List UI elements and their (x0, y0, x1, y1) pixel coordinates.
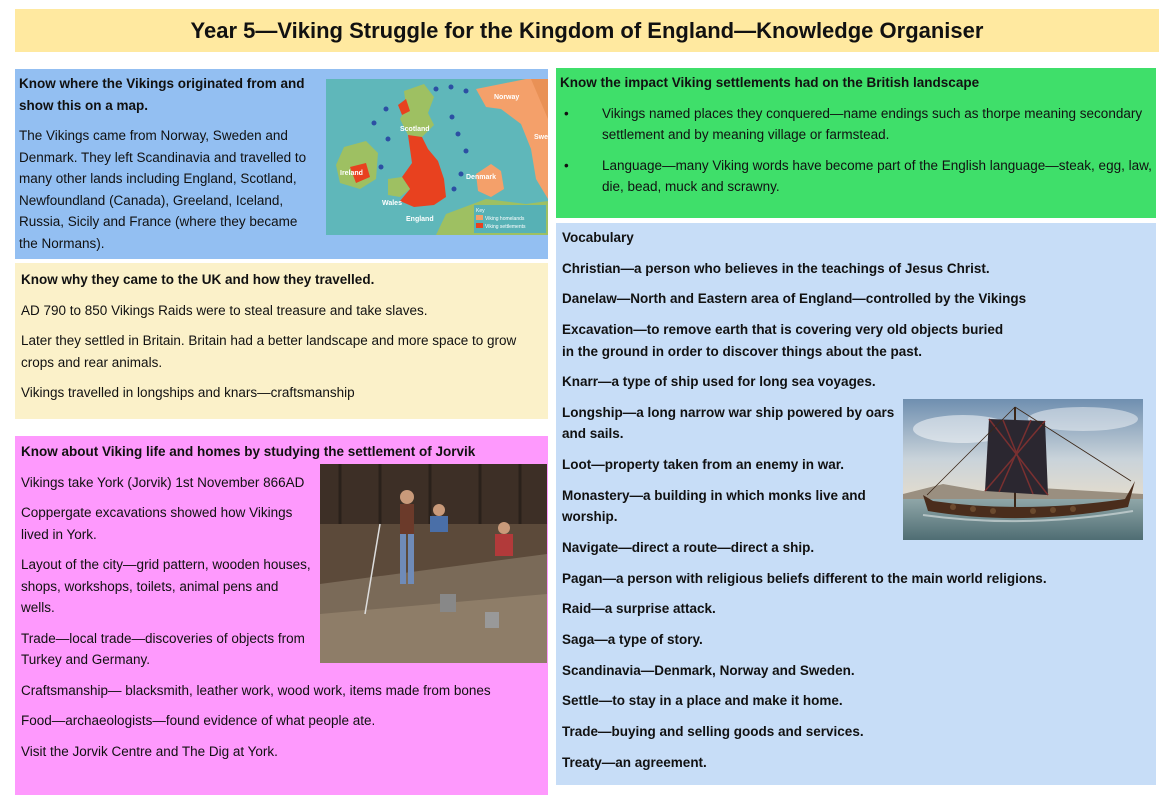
map-key-homelands: Viking homelands (485, 216, 525, 222)
map-key-settlements: Viking settlements (485, 224, 526, 230)
vocab-item: Knarr—a type of ship used for long sea voyages. (562, 374, 876, 390)
map-label-sweden: Swe (534, 134, 548, 141)
jorvik-paragraph: Coppergate excavations showed how Vikings lived in York. (21, 505, 293, 542)
jorvik-paragraph: Visit the Jorvik Centre and The Dig at York. (21, 743, 278, 759)
impact-section (556, 68, 1156, 218)
jorvik-section (15, 436, 548, 795)
travel-paragraph: Vikings travelled in longships and knars—craftsmanship (21, 385, 355, 400)
jorvik-heading: Know about Viking life and homes by studying the settlement of Jorvik (21, 444, 476, 459)
vocab-item: Trade—buying and selling goods and services. (562, 724, 864, 740)
map-label-scotland: Scotland (400, 126, 430, 133)
vocab-item: Longship—a long narrow war ship powered by oars and sails. (562, 404, 895, 442)
vocab-item: Pagan—a person with religious beliefs different to the main world religions. (562, 570, 1047, 586)
vocab-item: Saga—a type of story. (562, 632, 703, 648)
travel-paragraph: Later they settled in Britain. Britain had a better landscape and more space to grow crops and rear animals. (21, 333, 517, 370)
page-title: Year 5—Viking Struggle for the Kingdom of England—Knowledge Organiser (15, 9, 1159, 52)
longship-image (903, 399, 1143, 540)
jorvik-paragraph: Layout of the city—grid pattern, wooden houses, shops, workshops, toilets, animal pens and wells. (21, 557, 311, 615)
vocab-item: Settle—to stay in a place and make it home. (562, 693, 843, 709)
vocab-item: Scandinavia—Denmark, Norway and Sweden. (562, 662, 855, 678)
impact-heading: Know the impact Viking settlements had on the British landscape (560, 75, 980, 90)
jorvik-paragraph: Trade—local trade—discoveries of objects from Turkey and Germany. (21, 630, 305, 667)
vocab-item: Treaty—an agreement. (562, 754, 707, 770)
impact-bullet-item: • Vikings named places they conquered—name endings such as thorpe meaning secondary settlement and by meaning village or farmstead. (564, 105, 1143, 142)
vocab-item: Loot—property taken from an enemy in war. (562, 457, 845, 473)
impact-bullet-item: • Language—many Viking words have become part of the English language—steak, egg, law, die, bead, muck and scrawny. (564, 157, 1152, 194)
map-label-ireland: Ireland (340, 170, 363, 177)
viking-map-image (326, 79, 548, 235)
excavation-photo (320, 464, 547, 663)
jorvik-paragraph: Food—archaeologists—found evidence of what people ate. (21, 713, 376, 728)
map-key-title: Key (476, 208, 485, 214)
travel-paragraph: AD 790 to 850 Vikings Raids were to steal treasure and take slaves. (21, 302, 428, 318)
map-label-england: England (406, 216, 434, 223)
vocab-item: Christian—a person who believes in the teachings of Jesus Christ. (562, 260, 990, 276)
vocab-item: Danelaw—North and Eastern area of England—controlled by the Vikings (562, 291, 1027, 307)
origin-body: The Vikings came from Norway, Sweden and Denmark. They left Scandinavia and travelled to many other lands including England, Scotland, Newfoundland (Canada), Greeland, Iceland, Russia, Sicily and France (where they became the Normans). (19, 128, 307, 251)
origin-heading: Know where the Vikings originated from and show this on a map. (19, 76, 305, 113)
impact-list (560, 103, 1152, 198)
vocab-item: Navigate—direct a route—direct a ship. (562, 540, 815, 555)
jorvik-paragraph: Craftsmanship— blacksmith, leather work, wood work, items made from bones (21, 682, 491, 698)
vocab-item: Monastery—a building in which monks live and worship. (562, 487, 866, 525)
map-label-wales: Wales (382, 200, 402, 207)
vocab-item: Raid—a surprise attack. (562, 601, 716, 617)
origin-section (15, 69, 548, 259)
impact-bullet-text: Language—many Viking words have become part of the English language—steak, egg, law, die, bead, muck and scrawny. (602, 157, 1152, 194)
jorvik-paragraph: Vikings take York (Jorvik) 1st November 866AD (21, 474, 305, 490)
map-label-norway: Norway (494, 94, 520, 101)
travel-section (15, 263, 548, 419)
impact-bullet-text: Vikings named places they conquered—name endings such as thorpe meaning secondary settlement and by meaning village or farmstead. (602, 105, 1143, 142)
vocabulary-section (556, 223, 1156, 785)
vocabulary-heading: Vocabulary (562, 230, 634, 245)
map-label-denmark: Denmark (466, 174, 496, 181)
travel-heading: Know why they came to the UK and how they travelled. (21, 272, 375, 287)
vocab-item: Excavation—to remove earth that is covering very old objects buried in the ground in order to discover things about the past. (562, 322, 1004, 359)
